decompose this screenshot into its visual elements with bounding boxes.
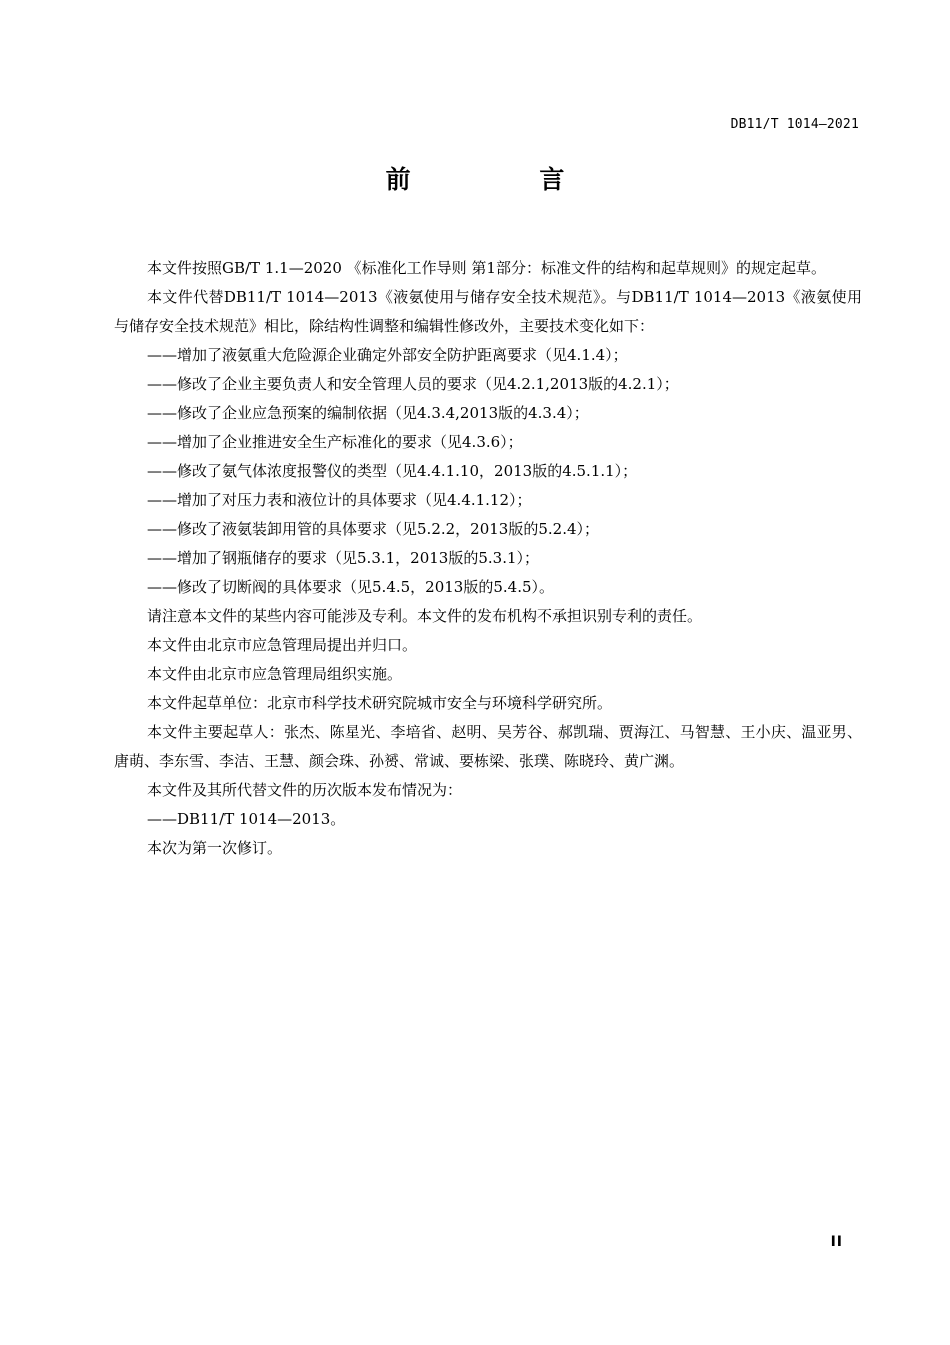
paragraph-drafting-rules: 本文件按照GB/T 1.1—2020 《标准化工作导则 第1部分：标准文件的结构和起草规则》的规定起草。	[147, 259, 826, 277]
paragraph-drafting-unit: 本文件起草单位：北京市科学技术研究院城市安全与环境科学研究所。	[147, 694, 613, 712]
page-number: II	[830, 1234, 843, 1250]
change-item: ——修改了企业应急预案的编制依据（见4.3.4,2013版的4.3.4）；	[147, 404, 589, 422]
paragraph-replacement: 本文件代替DB11/T 1014—2013《液氨使用与储存安全技术规范》。与DB11/T 1014—2013《液氨使用与储存安全技术规范》相比，除结构性调整和编辑性修改外，主要技术变化如下：	[114, 288, 862, 335]
change-item: ——修改了液氨装卸用管的具体要求（见5.2.2，2013版的5.2.4）；	[147, 520, 600, 538]
change-item: ——增加了液氨重大危险源企业确定外部安全防护距离要求（见4.1.4）；	[147, 346, 628, 364]
paragraph-drafters: 本文件主要起草人：张杰、陈星光、李培省、赵明、吴芳谷、郝凯瑞、贾海江、马智慧、王小庆、温亚男、唐萌、李东雪、李洁、王慧、颜会珠、孙赟、常诚、要栋梁、张璞、陈晓玲、黄广渊。	[114, 723, 862, 770]
change-item: ——修改了切断阀的具体要求（见5.4.5，2013版的5.4.5）。	[147, 578, 555, 596]
change-item: ——增加了企业推进安全生产标准化的要求（见4.3.6）；	[147, 433, 523, 451]
change-item: ——增加了钢瓶储存的要求（见5.3.1，2013版的5.3.1）；	[147, 549, 540, 567]
change-item: ——修改了企业主要负责人和安全管理人员的要求（见4.2.1,2013版的4.2.1）；	[147, 375, 679, 393]
change-item: ——增加了对压力表和液位计的具体要求（见4.4.1.12）；	[147, 491, 532, 509]
paragraph-proposer: 本文件由北京市应急管理局提出并归口。	[147, 636, 418, 654]
document-code: DB11/T 1014—2021	[730, 117, 859, 132]
paragraph-implementer: 本文件由北京市应急管理局组织实施。	[147, 665, 403, 683]
change-item: ——修改了氨气体浓度报警仪的类型（见4.4.1.10，2013版的4.5.1.1）；	[147, 462, 638, 480]
version-history-item: ——DB11/T 1014—2013。	[147, 810, 346, 828]
paragraph-patent-notice: 请注意本文件的某些内容可能涉及专利。本文件的发布机构不承担识别专利的责任。	[147, 607, 703, 625]
paragraph-revision-note: 本次为第一次修订。	[147, 839, 283, 857]
foreword-body	[114, 254, 862, 863]
page-title: 前 言	[385, 165, 625, 194]
paragraph-version-history: 本文件及其所代替文件的历次版本发布情况为：	[147, 781, 463, 799]
